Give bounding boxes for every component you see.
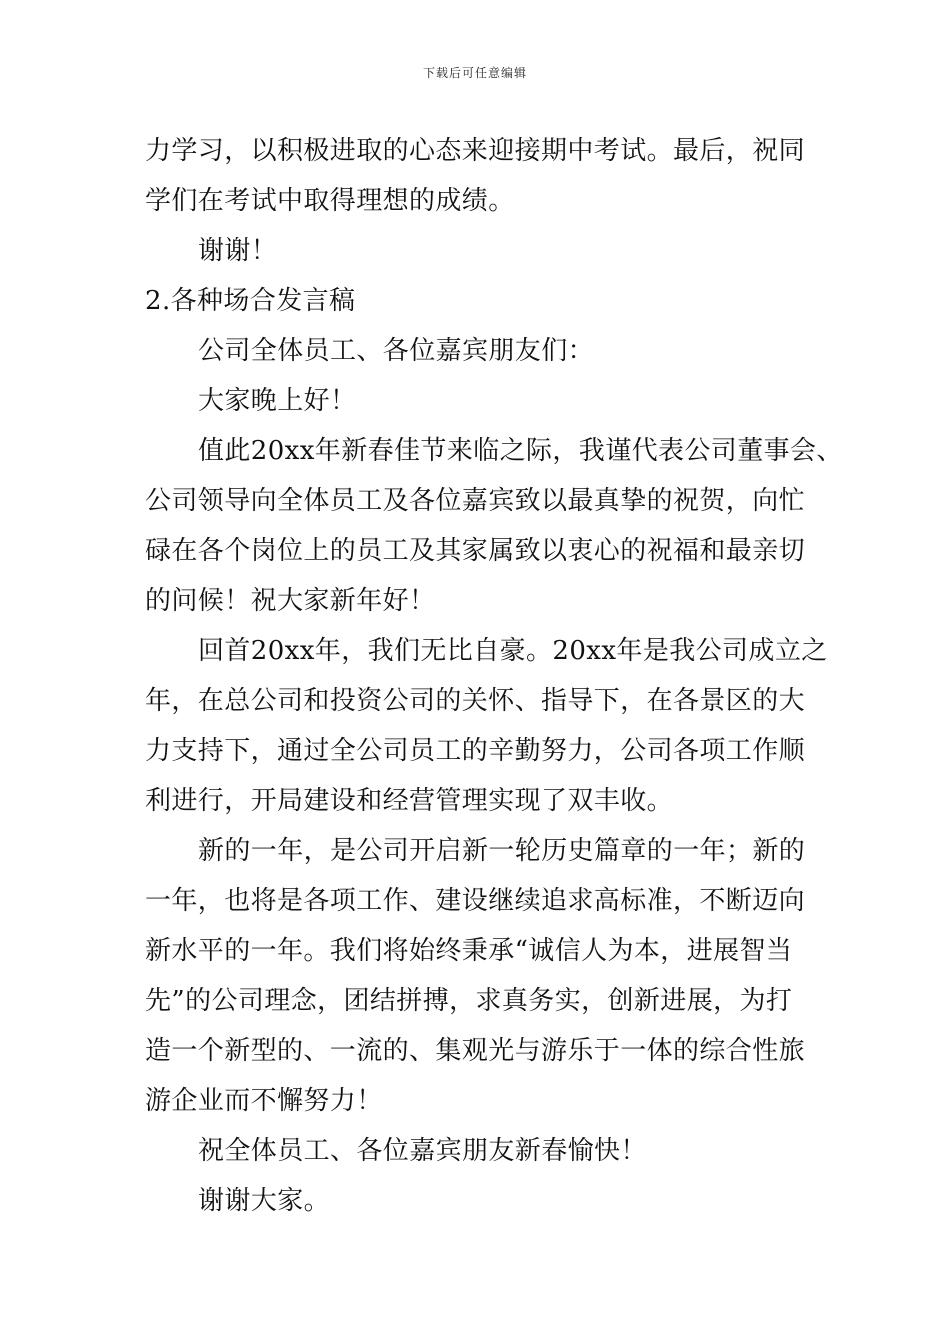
text-line: 回首20xx年，我们无比自豪。20xx年是我公司成立之 (198, 636, 828, 666)
text-line: 大家晚上好！ (198, 386, 357, 416)
text-line: 公司全体员工、各位嘉宾朋友们： (198, 336, 595, 366)
text-line: 碌在各个岗位上的员工及其家属致以衷心的祝福和最亲切 (145, 536, 806, 566)
text-line: 学们在考试中取得理想的成绩。 (145, 186, 515, 216)
download-note: 下载后可任意编辑 (422, 66, 527, 80)
text-line: 谢谢！ (198, 236, 278, 266)
text-line: 新的一年，是公司开启新一轮历史篇章的一年；新的 (198, 836, 806, 866)
text-line: 先”的公司理念，团结拼搏，求真务实，创新进展，为打 (145, 986, 793, 1016)
text-line: 力支持下，通过全公司员工的辛勤努力，公司各项工作顺 (145, 736, 806, 766)
text-line: 的问候！祝大家新年好！ (145, 586, 436, 616)
text-line: 值此20xx年新春佳节来临之际，我谨代表公司董事会、 (198, 436, 843, 466)
section-heading: 2.各种场合发言稿 (145, 286, 356, 316)
text-line: 谢谢大家。 (198, 1186, 331, 1216)
text-line: 游企业而不懈努力！ (145, 1086, 383, 1116)
text-line: 一年，也将是各项工作、建设继续追求高标准，不断迈向 (145, 886, 806, 916)
text-line: 造一个新型的、一流的、集观光与游乐于一体的综合性旅 (145, 1036, 806, 1066)
text-line: 祝全体员工、各位嘉宾朋友新春愉快！ (198, 1136, 647, 1166)
text-line: 新水平的一年。我们将始终秉承“诚信人为本，进展智当 (145, 936, 793, 966)
text-line: 年，在总公司和投资公司的关怀、指导下，在各景区的大 (145, 686, 806, 716)
text-line: 力学习，以积极进取的心态来迎接期中考试。最后，祝同 (145, 136, 806, 166)
text-line: 利进行，开局建设和经营管理实现了双丰收。 (145, 786, 674, 816)
text-line: 公司领导向全体员工及各位嘉宾致以最真挚的祝贺，向忙 (145, 486, 806, 516)
